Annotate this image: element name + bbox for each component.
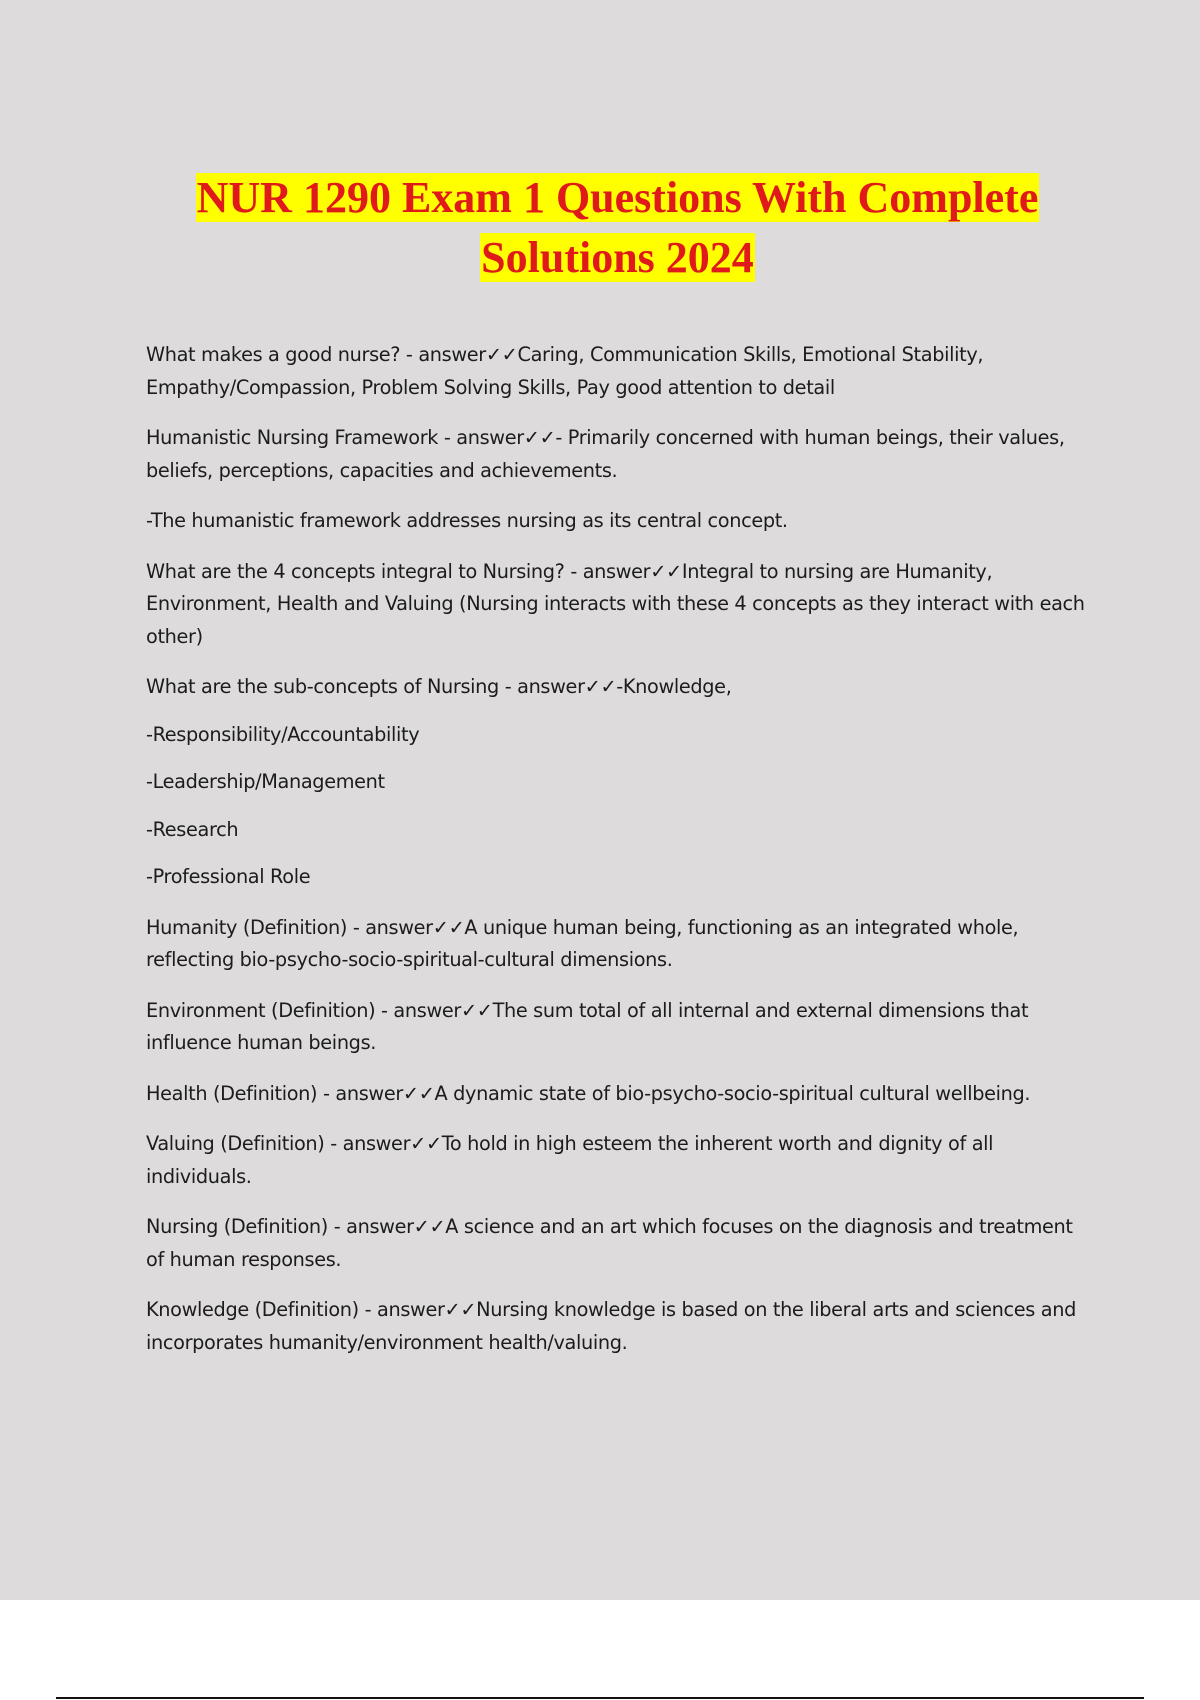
document-body: [146, 339, 1096, 1377]
list-item-responsibility: -Responsibility/Accountability: [146, 722, 420, 746]
paragraph-four-concepts: What are the 4 concepts integral to Nursing? - answer✓✓Integral to nursing are Humanity, Environment, Health and Valuing (Nursing interacts with these 4 concepts as they interact with each other): [146, 559, 1085, 648]
list-item-research: -Research: [146, 817, 239, 841]
paragraph-environment-definition: Environment (Definition) - answer✓✓The sum total of all internal and external dimensions that influence human beings.: [146, 998, 1029, 1054]
footer-divider: [56, 1697, 1144, 1699]
title-line-2: Solutions 2024: [481, 233, 754, 282]
list-item-leadership: -Leadership/Management: [146, 770, 385, 793]
paragraph-knowledge-definition: Knowledge (Definition) - answer✓✓Nursing knowledge is based on the liberal arts and sciences and incorporates humanity/environment health/valuing.: [146, 1298, 1077, 1354]
paragraph-sub-concepts: What are the sub-concepts of Nursing - answer✓✓-Knowledge,: [146, 675, 732, 698]
document-title: [0, 168, 1200, 288]
paragraph-nursing-definition: Nursing (Definition) - answer✓✓A science and an art which focuses on the diagnosis and treatment of human responses.: [146, 1215, 1073, 1271]
paragraph-valuing-definition: Valuing (Definition) - answer✓✓To hold in high esteem the inherent worth and dignity of all individuals.: [146, 1132, 994, 1188]
paragraph-humanistic-framework: Humanistic Nursing Framework - answer✓✓- Primarily concerned with human beings, their values, beliefs, perceptions, capacities and achievements.: [146, 426, 1065, 482]
title-line-1: NUR 1290 Exam 1 Questions With Complete: [196, 173, 1039, 222]
list-item-professional-role: -Professional Role: [146, 865, 311, 888]
paragraph-good-nurse: What makes a good nurse? - answer✓✓Caring, Communication Skills, Emotional Stability, Empathy/Compassion, Problem Solving Skills, Pay good attention to detail: [146, 343, 984, 399]
paragraph-humanity-definition: Humanity (Definition) - answer✓✓A unique human being, functioning as an integrated whole, reflecting bio-psycho-socio-spiritual-cultural dimensions.: [146, 915, 1019, 971]
paragraph-health-definition: Health (Definition) - answer✓✓A dynamic state of bio-psycho-socio-spiritual cultural wellbeing.: [146, 1081, 1031, 1105]
paragraph-framework-central-concept: -The humanistic framework addresses nursing as its central concept.: [146, 509, 788, 532]
